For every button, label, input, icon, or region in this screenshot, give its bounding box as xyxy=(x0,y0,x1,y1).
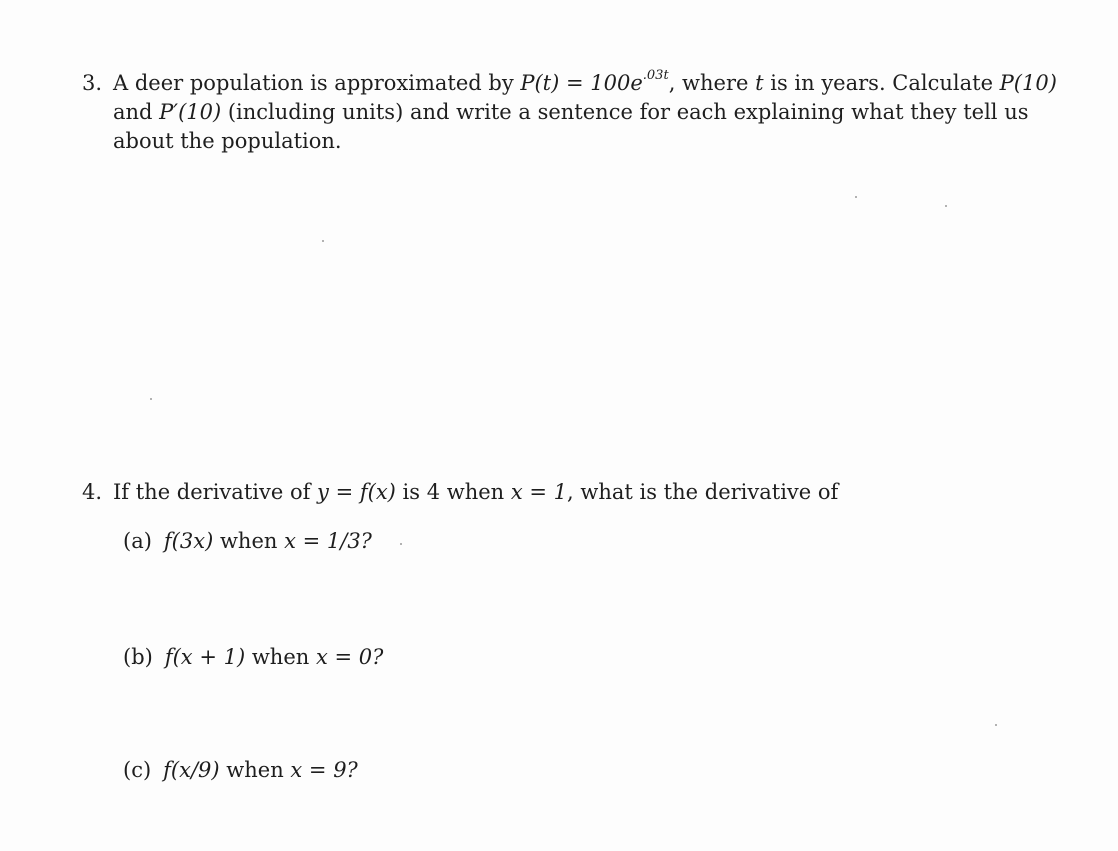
part-c xyxy=(123,756,358,785)
scan-speck xyxy=(855,196,857,198)
scan-speck xyxy=(995,724,997,726)
part-c-label: (c) xyxy=(123,758,152,782)
population-exponent: .03t xyxy=(642,68,669,83)
part-c-when: when xyxy=(219,758,291,782)
problem-4-text-a: If the derivative of xyxy=(113,480,318,504)
problem-4-text-c: , what is the derivative of xyxy=(567,480,839,504)
problem-3-text-b: , where xyxy=(668,71,756,95)
scan-speck xyxy=(400,543,402,545)
part-b-condition: x = 0? xyxy=(315,645,384,669)
problem-3-line-2 xyxy=(82,98,1072,127)
part-b-expression: f(x + 1) xyxy=(164,645,246,669)
time-variable: t xyxy=(755,71,764,95)
problem-4-text-b: is 4 when xyxy=(395,480,511,504)
population-function: P(t) = 100e xyxy=(520,71,643,95)
problem-3-text-d: and xyxy=(113,100,160,124)
part-b-label: (b) xyxy=(123,645,153,669)
problem-4 xyxy=(82,478,1072,507)
part-a-expression: f(3x) xyxy=(163,529,214,553)
part-a-label: (a) xyxy=(123,529,152,553)
scan-speck xyxy=(322,240,324,242)
problem-3-text-a: A deer population is approximated by xyxy=(113,71,521,95)
p-of-10: P(10) xyxy=(999,71,1057,95)
problem-3 xyxy=(82,64,1072,156)
part-b xyxy=(123,643,383,672)
problem-3-text-c: is in years. Calculate xyxy=(763,71,1000,95)
part-b-when: when xyxy=(245,645,316,669)
p-prime-of-10: P′(10) xyxy=(159,100,222,124)
problem-3-line-1 xyxy=(82,64,1072,98)
function-equation: y = f(x) xyxy=(317,480,396,504)
part-a xyxy=(123,527,372,556)
part-c-expression: f(x/9) xyxy=(163,758,220,782)
part-c-condition: x = 9? xyxy=(290,758,358,782)
problem-3-line-3: about the population. xyxy=(113,129,342,153)
scan-speck xyxy=(945,205,947,207)
scan-speck xyxy=(150,398,152,400)
part-a-condition: x = 1/3? xyxy=(284,529,372,553)
part-a-when: when xyxy=(213,529,285,553)
x-condition: x = 1 xyxy=(510,480,568,504)
problem-3-text-e: (including units) and write a sentence for each explaining what they tell us xyxy=(221,100,1029,124)
problem-3-number: 3. xyxy=(82,71,103,95)
problem-4-number: 4. xyxy=(82,480,103,504)
